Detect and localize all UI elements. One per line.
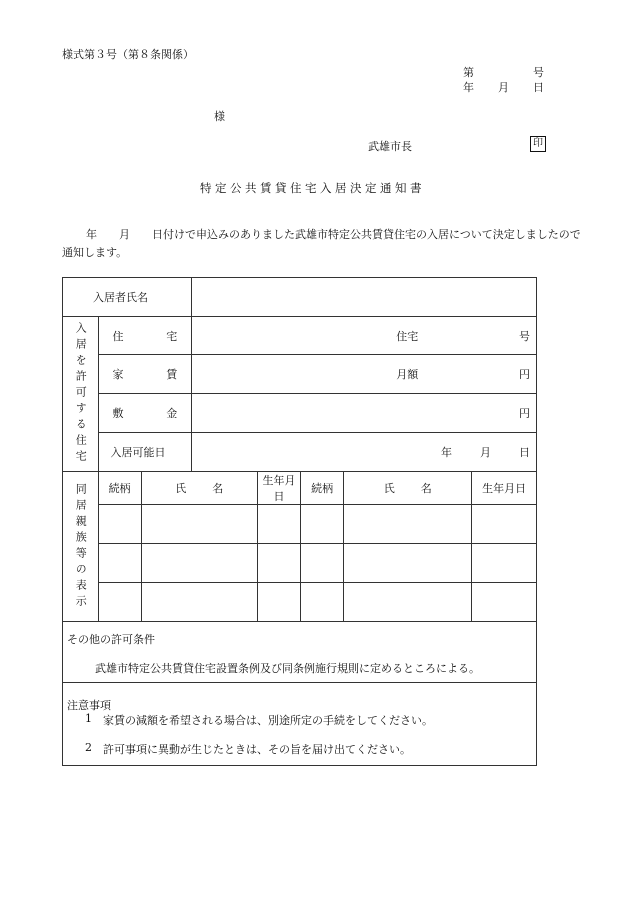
family-cell[interactable]: [472, 544, 537, 583]
family-cell[interactable]: [141, 505, 257, 544]
family-cell[interactable]: [301, 544, 344, 583]
family-cell[interactable]: [344, 505, 472, 544]
family-relation-header: 続柄: [98, 472, 141, 505]
housing-unit-label: 住宅: [396, 329, 419, 343]
other-conditions-text: 武雄市特定公共賃貸住宅設置条例及び同条例施行規則に定めるところによる。: [95, 662, 480, 675]
intro-text: 日付けで申込みのありました武雄市特定公共賃貸住宅の入居について決定しましたので通知します。: [62, 228, 581, 259]
family-cell[interactable]: [141, 583, 257, 622]
other-conditions-label: その他の許可条件: [67, 633, 155, 646]
rent-yen-suffix: 円: [519, 368, 530, 381]
deposit-yen-suffix: 円: [519, 407, 530, 420]
family-cell[interactable]: [301, 583, 344, 622]
number-suffix: 号: [533, 66, 544, 79]
family-cell[interactable]: [98, 583, 141, 622]
rent-monthly-label: 月額: [396, 368, 419, 381]
family-cell[interactable]: [98, 544, 141, 583]
housing-section-label: 入居を許可する住宅: [63, 317, 99, 472]
family-cell[interactable]: [472, 505, 537, 544]
date-day: 日: [533, 81, 544, 94]
family-cell[interactable]: [257, 583, 300, 622]
family-cell[interactable]: [98, 505, 141, 544]
decision-table: [62, 277, 537, 683]
addressee-suffix: 様: [214, 110, 225, 123]
resident-name-field[interactable]: [192, 278, 537, 317]
document-title: 特定公共賃貸住宅入居決定通知書: [200, 181, 425, 195]
notes-section: [62, 675, 537, 766]
move-in-year: 年: [441, 446, 452, 459]
family-name-header: 氏 名: [141, 472, 257, 505]
notes-heading: 注意事項: [67, 699, 111, 712]
family-section-label: 同居親族等の表示: [63, 472, 99, 622]
number-prefix: 第: [463, 66, 474, 79]
move-in-month: 月: [480, 446, 491, 459]
note-item-2-text: 許可事項に異動が生じたときは、その旨を届け出てください。: [103, 743, 411, 756]
rent-field[interactable]: [192, 355, 537, 394]
family-cell[interactable]: [141, 544, 257, 583]
family-cell[interactable]: [472, 583, 537, 622]
note-item-1-text: 家賃の減額を希望される場合は、別途所定の手続をしてください。: [103, 714, 433, 727]
deposit-field[interactable]: [192, 394, 537, 433]
family-cell[interactable]: [344, 544, 472, 583]
family-relation-header-2: 続柄: [301, 472, 344, 505]
other-conditions-cell: [63, 622, 537, 683]
move-in-field[interactable]: [192, 433, 537, 472]
family-birthdate-header: 生年月日: [257, 472, 300, 505]
rent-label: 家 賃: [98, 355, 192, 394]
note-item-2-number: 2: [85, 741, 92, 754]
issuer: 武雄市長: [368, 140, 412, 153]
move-in-label: 入居可能日: [98, 433, 192, 472]
form-label: 様式第３号（第８条関係）: [62, 48, 194, 61]
family-cell[interactable]: [301, 505, 344, 544]
date-year: 年: [463, 81, 474, 94]
housing-label: 住 宅: [98, 317, 192, 355]
family-cell[interactable]: [257, 505, 300, 544]
housing-field[interactable]: [192, 317, 537, 355]
intro-year: 年: [86, 228, 97, 241]
family-birthdate-header-2: 生年月日: [472, 472, 537, 505]
intro-month: 月: [119, 228, 130, 241]
note-item-1-number: 1: [85, 712, 92, 725]
deposit-label: 敷 金: [98, 394, 192, 433]
move-in-day: 日: [519, 446, 530, 459]
seal-mark: 印: [530, 136, 546, 152]
date-month: 月: [498, 81, 509, 94]
resident-name-label: 入居者氏名: [63, 278, 192, 317]
family-name-header-2: 氏 名: [344, 472, 472, 505]
housing-number-suffix: 号: [519, 329, 530, 343]
intro-paragraph: [62, 226, 582, 262]
family-cell[interactable]: [344, 583, 472, 622]
family-cell[interactable]: [257, 544, 300, 583]
